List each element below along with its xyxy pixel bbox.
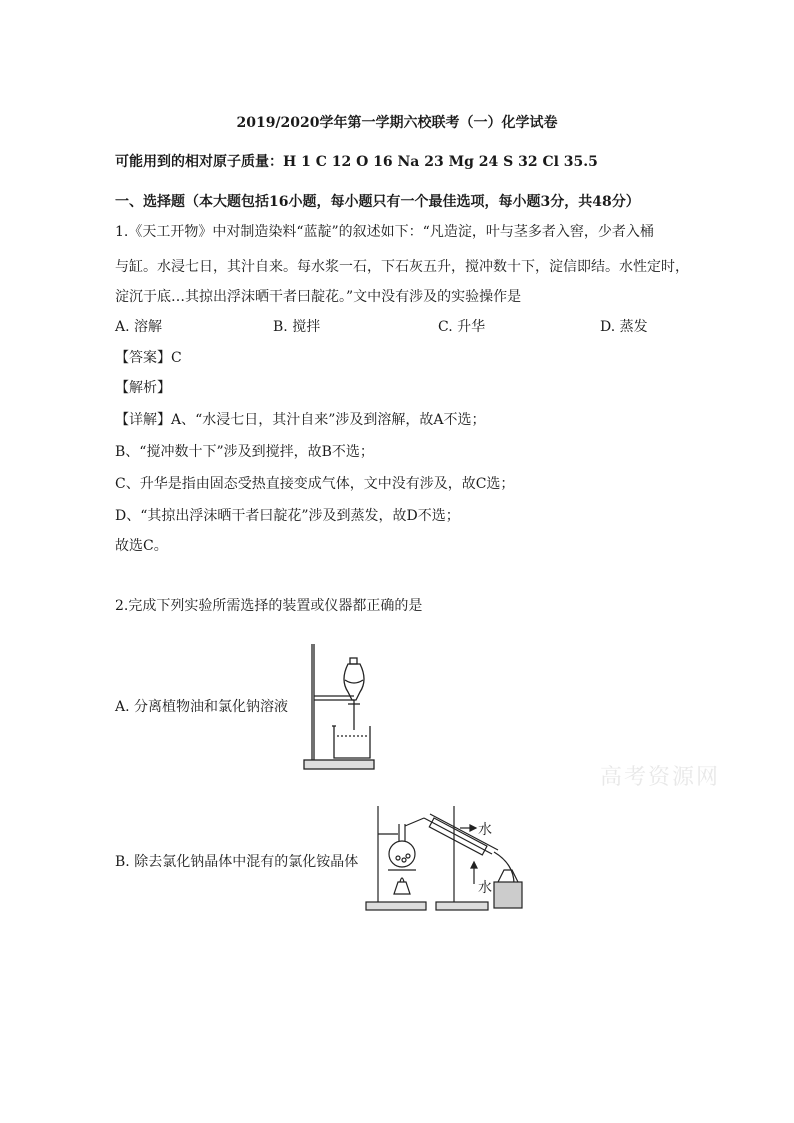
q1-stem-line3: 淀沉于底…其掠出浮沫晒干者曰靛花。”文中没有涉及的实验操作是 <box>115 289 522 305</box>
q2-option-b: B. 除去氯化钠晶体中混有的氯化铵晶体 <box>115 854 359 870</box>
water-inlet-label: 水 <box>478 880 492 896</box>
q1-stem-line2: 与缸。水浸七日，其汁自来。每水浆一石，下石灰五升，搅冲数十下，淀信即结。水性定时， <box>115 259 689 275</box>
q1-detail-a: 【详解】A、“水浸七日，其汁自来”涉及到溶解，故A不选； <box>115 412 486 428</box>
q1-detail-d: D、“其掠出浮沫晒干者曰靛花”涉及到蒸发，故D不选； <box>115 508 460 524</box>
watermark: 高考资源网 <box>600 765 721 790</box>
q1-option-c: C. 升华 <box>438 319 486 335</box>
q2-option-a: A. 分离植物油和氯化钠溶液 <box>115 699 289 715</box>
section-heading: 一、选择题（本大题包括16小题，每小题只有一个最佳选项，每小题3分，共48分） <box>115 194 640 210</box>
q1-analysis-label: 【解析】 <box>115 380 171 396</box>
exam-title: 2019/2020学年第一学期六校联考（一）化学试卷 <box>236 115 558 131</box>
q1-detail-c: C、升华是指由固态受热直接变成气体，文中没有涉及，故C选； <box>115 476 515 492</box>
separatory-funnel-diagram <box>302 640 380 772</box>
q1-detail-b: B、“搅冲数十下”涉及到搅拌，故B不选； <box>115 444 374 460</box>
q1-answer: 【答案】C <box>115 350 182 366</box>
atomic-masses: 可能用到的相对原子质量：H 1 C 12 O 16 Na 23 Mg 24 S 32 Cl 35.5 <box>115 154 598 170</box>
distillation-apparatus-diagram <box>364 804 524 912</box>
q1-option-b: B. 搅拌 <box>273 319 321 335</box>
q2-stem: 2.完成下列实验所需选择的装置或仪器都正确的是 <box>115 598 423 614</box>
q1-conclusion: 故选C。 <box>115 538 168 554</box>
q1-option-d: D. 蒸发 <box>600 319 648 335</box>
q1-stem-line1: 1.《天工开物》中对制造染料“蓝靛”的叙述如下：“凡造淀，叶与茎多者入窖，少者入桶 <box>115 224 654 240</box>
water-outlet-label: 水 <box>478 822 492 838</box>
q1-option-a: A. 溶解 <box>115 319 163 335</box>
